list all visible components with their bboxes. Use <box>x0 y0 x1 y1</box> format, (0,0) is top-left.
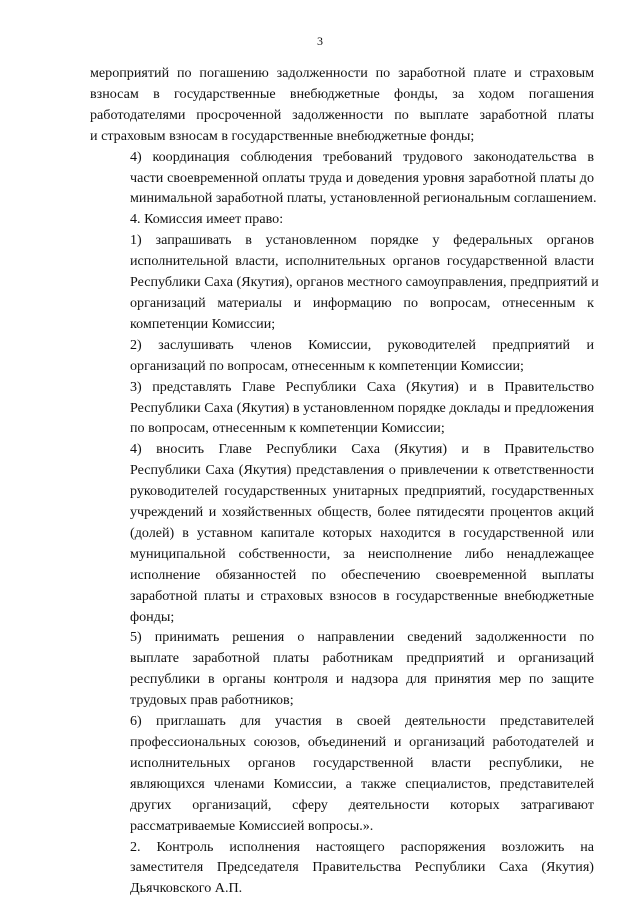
text-line: руководителей государственных унитарных предприятий, государственных <box>130 483 594 500</box>
text-line: 2. Контроль исполнения настоящего распоряжения возложить на <box>130 838 594 855</box>
text-line: муниципальной собственности, за неисполнение либо ненадлежащее <box>130 545 594 562</box>
text-line: профессиональных союзов, объединений и организаций работодателей и <box>130 734 594 750</box>
text-line: заместителя Председателя Правительства Республики Саха (Якутия) <box>130 859 594 876</box>
text-line: 4) вносить Главе Республики Саха (Якутия) и в Правительство <box>130 441 594 458</box>
text-line: Республики Саха (Якутия), органов местного самоуправления, предприятий и <box>130 274 599 291</box>
text-line: организаций по вопросам, отнесенным к компетенции Комиссии; <box>130 357 524 374</box>
text-line: 3) представлять Главе Республики Саха (Якутия) и в Правительство <box>130 378 594 395</box>
text-line: исполнительных органов государственной власти республики, не <box>130 754 594 771</box>
text-line: других организаций, сферу деятельности которых затрагивают <box>130 796 594 813</box>
paragraph <box>90 837 594 900</box>
text-line: Республики Саха (Якутия) в установленном порядке доклады и предложения <box>130 399 594 416</box>
text-line: 4) координация соблюдения требований трудового законодательства в <box>130 148 594 165</box>
text-line: республики в органы контроля и надзора для принятия мер по защите <box>130 671 594 688</box>
text-line: Дьячковского А.П. <box>130 880 243 897</box>
text-line: минимальной заработной платы, установленной региональным соглашением. <box>130 190 597 207</box>
text-line: 1) запрашивать в установленном порядке у федеральных органов <box>130 232 594 249</box>
paragraph <box>90 230 599 335</box>
text-line: взносам в государственные внебюджетные фонды, за ходом погашения <box>90 85 594 102</box>
page-number: 3 <box>317 34 323 48</box>
text-line: части своевременной оплаты труда и доведения уровня заработной платы до <box>130 169 594 186</box>
text-line: трудовых прав работников; <box>130 692 294 709</box>
text-line: заработной платы и страховых взносов в государственные внебюджетные <box>130 587 594 604</box>
paragraph <box>90 63 594 147</box>
text-line: компетенции Комиссии; <box>130 315 276 332</box>
text-line: 5) принимать решения о направлении сведений задолженности по <box>130 629 594 646</box>
paragraph <box>90 147 597 210</box>
paragraph <box>90 627 594 711</box>
text-line: учреждений и хозяйственных обществ, более пятидесяти процентов акций <box>130 504 594 521</box>
text-line: выплате заработной платы работникам предприятий и организаций <box>130 650 594 667</box>
text-line: исполнение обязанностей по обеспечению своевременной выплаты <box>130 566 594 583</box>
paragraph <box>90 377 594 440</box>
paragraph <box>90 439 594 627</box>
text-line: Республики Саха (Якутия) представления о привлечении к ответственности <box>130 462 594 479</box>
text-line: мероприятий по погашению задолженности по заработной плате и страховым <box>90 65 594 81</box>
paragraph <box>90 209 594 230</box>
text-line: 2) заслушивать членов Комиссии, руководителей предприятий и <box>130 336 594 353</box>
text-line: являющихся членами Комиссии, а также специалистов, представителей <box>130 775 594 792</box>
text-line: фонды; <box>130 608 175 625</box>
text-line: рассматриваемые Комиссией вопросы.». <box>130 817 374 834</box>
text-line: по вопросам, отнесенным к компетенции Комиссии; <box>130 420 445 437</box>
text-line: 4. Комиссия имеет право: <box>130 211 284 228</box>
text-line: (долей) в уставном капитале которых находится в государственной или <box>130 524 594 541</box>
text-line: работодателями просроченной задолженности по выплате заработной платы <box>90 106 594 123</box>
text-line: исполнительной власти, исполнительных органов государственной власти <box>130 253 594 270</box>
document-body <box>90 63 599 899</box>
paragraph <box>90 711 594 836</box>
text-line: и страховым взносам в государственные внебюджетные фонды; <box>90 127 475 144</box>
paragraph <box>90 335 594 377</box>
text-line: 6) приглашать для участия в своей деятельности представителей <box>130 713 594 730</box>
text-line: организаций материалы и информацию по вопросам, отнесенным к <box>130 294 594 311</box>
